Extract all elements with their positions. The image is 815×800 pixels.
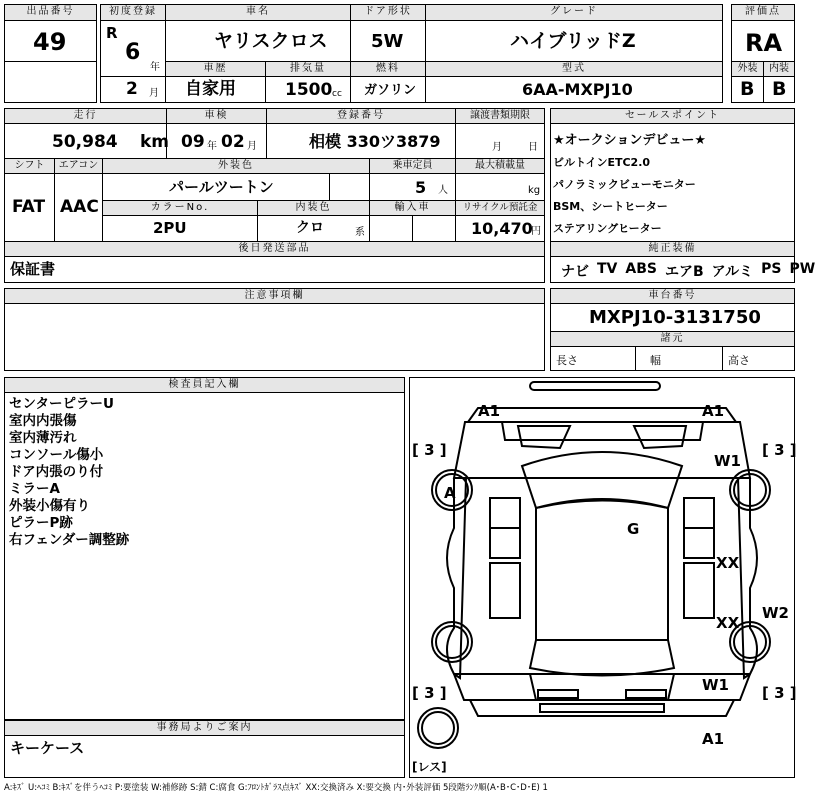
door-type: 5W xyxy=(371,31,404,52)
exterior-score-header: 外装 xyxy=(731,61,764,77)
specs-length-cell xyxy=(550,346,636,371)
spec-height-label: 高さ xyxy=(728,354,750,367)
mark-tire-rl: [ 3 ] xyxy=(412,684,447,702)
chassis-header: 車台番号 xyxy=(550,288,795,304)
later-parts-cell xyxy=(4,256,545,283)
displacement-value: 1500 xyxy=(285,80,333,100)
mileage-unit: km xyxy=(140,132,170,152)
color-no-cell xyxy=(102,215,258,242)
interior-score-cell xyxy=(763,76,795,103)
inspection-year-unit: 年 xyxy=(207,141,217,152)
max-load-header: 最大積載量 xyxy=(455,158,545,174)
ext-color-header: 外装色 xyxy=(102,158,370,174)
genuine-equipment-header: 純正装備 xyxy=(550,241,795,257)
registration-number: 相模 330ツ3879 xyxy=(309,132,441,151)
mark-a1-front-right: A1 xyxy=(702,402,725,420)
recycle-unit: 円 xyxy=(531,226,541,237)
displacement-unit: cc xyxy=(332,89,342,99)
shift-header: シフト xyxy=(4,158,55,174)
equipment-item: アルミ xyxy=(711,264,754,280)
sales-point: ステアリングヒーター xyxy=(553,222,662,235)
max-load-unit: kg xyxy=(528,185,541,196)
lot-number-cell xyxy=(4,20,97,62)
mark-g-roof: G xyxy=(627,520,640,538)
aircon-type: AAC xyxy=(60,197,99,217)
transfer-deadline-cell xyxy=(455,123,545,159)
registration-cell xyxy=(266,123,456,159)
inspection-header: 車検 xyxy=(166,108,267,124)
month-unit: 月 xyxy=(149,88,159,99)
year-unit: 年 xyxy=(150,62,160,73)
color-no: 2PU xyxy=(153,219,187,237)
era: R xyxy=(106,24,118,42)
int-color-cell xyxy=(257,215,370,242)
equipment-item: PW xyxy=(789,261,815,277)
first-registration-month-cell xyxy=(100,76,166,103)
fuel-cell xyxy=(350,76,426,103)
door-header: ドア形状 xyxy=(350,4,426,21)
spec-width-label: 幅 xyxy=(650,354,661,367)
recycle-header: リサイクル預託金 xyxy=(455,200,545,216)
mileage-value: 50,984 xyxy=(52,132,118,152)
sales-point: ビルトインETC2.0 xyxy=(553,156,651,169)
car-outline-diagram xyxy=(410,378,794,777)
lot-number: 49 xyxy=(33,28,67,56)
first-reg-month: 2 xyxy=(126,79,138,99)
shift-type: FAT xyxy=(12,197,46,217)
first-reg-year: 6 xyxy=(125,40,141,65)
import-header: 輸入車 xyxy=(369,200,456,216)
legend-text: A:ｷｽﾞ U:ﾍｺﾐ B:ｷｽﾞを伴うﾍｺﾐ P:要塗装 W:補修跡 S:錆 C:腐食 G:ﾌﾛﾝﾄｶﾞﾗｽ点ｷｽﾞ XX:交換済み X:要交換 内･外装評価 5段階ﾗﾝｸ順(A･B･C･D･E) 1 xyxy=(4,783,548,793)
capacity-cell xyxy=(369,173,456,201)
model-type-cell xyxy=(425,76,723,103)
equipment-item: ABS xyxy=(625,261,657,277)
sales-point: BSM、シートヒーター xyxy=(553,200,668,213)
mark-tire-fr: [ 3 ] xyxy=(762,441,797,459)
vehicle-diagram xyxy=(409,377,795,778)
mark-tire-rr: [ 3 ] xyxy=(762,684,797,702)
score-cell xyxy=(731,20,795,62)
grade: ハイブリッドZ xyxy=(510,30,636,52)
shift-cell xyxy=(4,173,55,242)
ext-color-sub xyxy=(329,173,370,201)
lot-number-header: 出品番号 xyxy=(4,4,97,21)
inspection-year: 09 xyxy=(181,132,205,152)
capacity-header: 乗車定員 xyxy=(369,158,456,174)
inspection-month-unit: 月 xyxy=(247,141,257,152)
mark-tire-fl: [ 3 ] xyxy=(412,441,447,459)
mark-xx-2: XX xyxy=(716,614,740,632)
inspector-note: ミラーA xyxy=(9,481,60,497)
car-name-header: 車名 xyxy=(165,4,351,21)
import-sub xyxy=(412,215,456,242)
notes-header: 注意事項欄 xyxy=(4,288,545,304)
mark-w2: W2 xyxy=(762,604,789,622)
lot-number-blank xyxy=(4,61,97,103)
mark-a-left: A xyxy=(444,484,456,502)
aircon-header: エアコン xyxy=(54,158,103,174)
sales-points-header: セールスポイント xyxy=(550,108,795,124)
sales-points-list xyxy=(553,130,706,240)
score-header: 評価点 xyxy=(731,4,795,21)
car-name: ヤリスクロス xyxy=(214,30,328,52)
displacement-header: 排気量 xyxy=(265,61,351,77)
capacity-unit: 人 xyxy=(438,185,448,196)
ext-color: パールツートン xyxy=(169,178,274,196)
aircon-cell xyxy=(54,173,103,242)
overall-score: RA xyxy=(745,29,783,57)
grade-cell xyxy=(425,20,723,62)
inspector-cell xyxy=(4,392,405,720)
sales-point: パノラミックビューモニター xyxy=(553,178,696,191)
recycle-value: 10,470 xyxy=(471,219,533,238)
inspector-header: 検査員記入欄 xyxy=(4,377,405,393)
genuine-equipment-list xyxy=(561,261,815,281)
later-parts: 保証書 xyxy=(10,260,56,278)
interior-score: B xyxy=(772,78,787,100)
exterior-score-cell xyxy=(731,76,764,103)
office-guide-cell xyxy=(4,735,405,778)
genuine-equipment-cell xyxy=(550,256,815,283)
equipment-item: TV xyxy=(597,261,618,277)
inspector-note: 室内内張傷 xyxy=(9,413,77,429)
history-cell xyxy=(165,76,266,103)
sales-points-cell xyxy=(550,123,795,242)
deadline-day-unit: 日 xyxy=(528,142,538,153)
inspection-cell xyxy=(166,123,267,159)
mark-a1-front-left: A1 xyxy=(478,402,501,420)
office-guide-text: キーケース xyxy=(10,739,85,757)
model-type-header: 型式 xyxy=(425,61,723,77)
capacity-value: 5 xyxy=(415,178,427,197)
specs-height-cell xyxy=(722,346,795,371)
inspector-note: コンソール傷小 xyxy=(9,447,104,463)
int-color-header: 内装色 xyxy=(257,200,370,216)
sales-point: ★オークションデビュー★ xyxy=(553,133,707,148)
mark-w1-rear: W1 xyxy=(702,676,729,694)
chassis-number: MXPJ10-3131750 xyxy=(589,307,761,328)
history-header: 車歴 xyxy=(165,61,266,77)
recycle-cell xyxy=(455,215,545,242)
first-registration-cell xyxy=(100,20,166,77)
exterior-score: B xyxy=(740,78,755,100)
mark-spare: [レス] xyxy=(412,760,447,774)
displacement-cell xyxy=(265,76,351,103)
model-type: 6AA-MXPJ10 xyxy=(522,80,633,99)
mark-xx-1: XX xyxy=(716,554,740,572)
registration-header: 登録番号 xyxy=(266,108,456,124)
equipment-item: PS xyxy=(761,261,782,277)
inspector-note: 右フェンダー調整跡 xyxy=(9,532,130,548)
mileage-header: 走行 xyxy=(4,108,167,124)
specs-width-cell xyxy=(635,346,723,371)
inspector-note: センターピラーU xyxy=(9,396,114,412)
max-load-cell xyxy=(455,173,545,201)
mark-w1-front: W1 xyxy=(714,452,741,470)
inspector-notes-list xyxy=(9,396,129,549)
inspector-note: 室内薄汚れ xyxy=(9,430,77,446)
door-cell xyxy=(350,20,426,62)
deadline-month-unit: 月 xyxy=(492,142,502,153)
inspector-note: ドア内張のり付 xyxy=(9,464,104,480)
color-no-header: カラーNo. xyxy=(102,200,258,216)
int-color: クロ xyxy=(296,220,324,236)
first-registration-header: 初度登録 xyxy=(100,4,166,21)
int-color-unit: 系 xyxy=(355,227,365,238)
office-guide-header: 事務局よりご案内 xyxy=(4,720,405,736)
transfer-deadline-header: 譲渡書類期限 xyxy=(455,108,545,124)
later-parts-header: 後日発送部品 xyxy=(4,241,545,257)
mileage-cell xyxy=(4,123,170,159)
inspector-note: 外装小傷有り xyxy=(9,498,90,514)
fuel: ガソリン xyxy=(364,83,417,98)
chassis-cell xyxy=(550,303,795,332)
car-history: 自家用 xyxy=(185,79,236,99)
inspector-note: ピラーP跡 xyxy=(9,515,73,531)
interior-score-header: 内装 xyxy=(763,61,795,77)
specs-header: 諸元 xyxy=(550,331,795,347)
car-name-cell xyxy=(165,20,351,62)
equipment-item: ナビ xyxy=(561,264,589,280)
spec-length-label: 長さ xyxy=(556,354,578,367)
inspection-month: 02 xyxy=(221,132,245,152)
grade-header: グレード xyxy=(425,4,723,21)
mark-a1-rear: A1 xyxy=(702,730,725,748)
notes-cell xyxy=(4,303,545,371)
fuel-header: 燃料 xyxy=(350,61,426,77)
equipment-item: エアB xyxy=(664,264,704,280)
